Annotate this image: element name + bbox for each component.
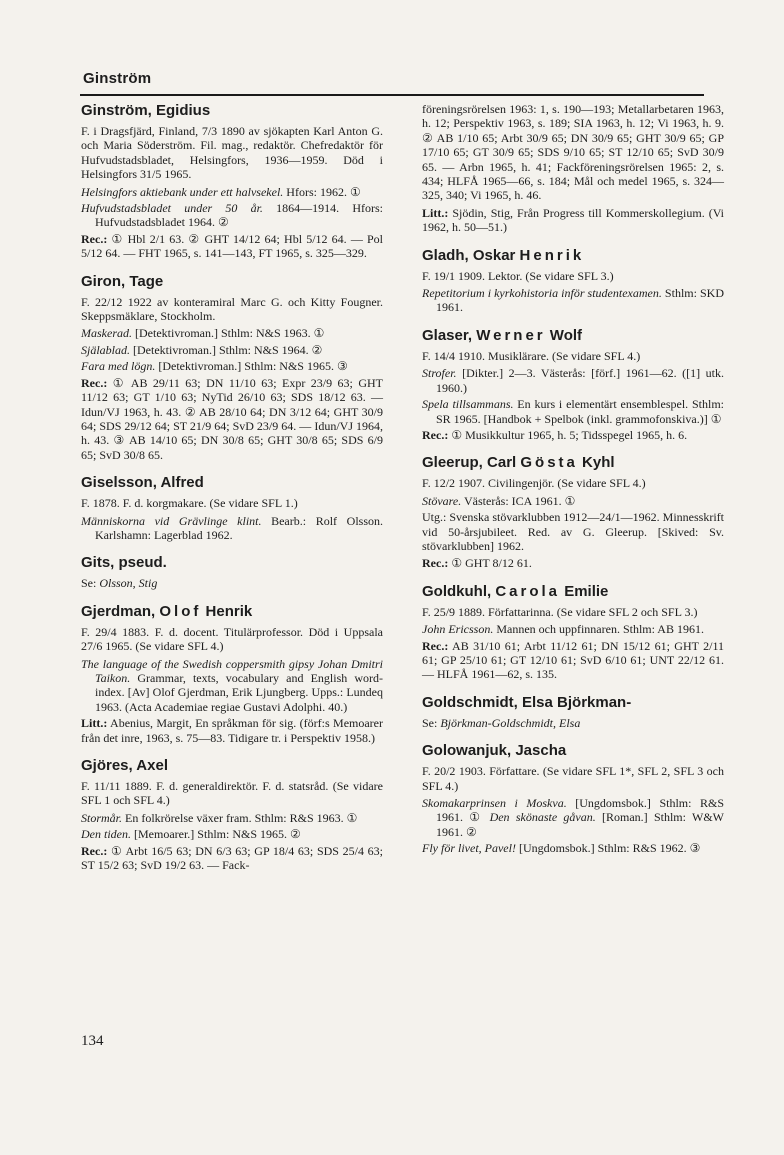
continued-reviews: föreningsrörelsen 1963: 1, s. 190—193; Metallarbetaren 1963, h. 12; Perspektiv 1963, s. 189; SIA 1963, h. 12; Vi 1963, h. 9. ② AB 1/10 65; Arbt 30/9 65; DN 30/9 65; GHT 30/9 65; GP 17/10 65; GT 30/9 65; SDS 9/10 65; ST 12/10 65; SvD 30/9 65. — Arbn 1965, h. 41; Fackföreningsrörelsen 1965: 2, s. 434; HLFÅ 1965—66, s. 184; Mål och medel 1965, s. 324—325, 340; Vi 1965, h. 46. — [422, 102, 724, 203]
work-item: The language of the Swedish coppersmith gipsy Johan Dmitri Taikon. Grammar, texts, vocabulary and English word-index. [Av] Olof Gjerdman, Erik Ljungberg. Upps.: Lundeq 1963. (Acta Academiae regiae Gustavi Adolphi. 40.) — [81, 656, 383, 714]
entry-glaser — [422, 327, 724, 442]
entry-reviews: Rec.: ① Arbt 16/5 63; DN 6/3 63; GP 18/4 63; SDS 25/4 63; ST 15/2 63; SvD 19/2 63. — Fack- — [81, 843, 384, 873]
entry-reviews: Rec.: ① Hbl 2/1 63. ② GHT 14/12 64; Hbl 5/12 64. — Pol 5/12 64. — FHT 1965, s. 141—143, FT 1965, s. 325—329. — [81, 231, 384, 261]
entry-goldschmidt — [422, 694, 724, 730]
entry-ginstrom — [81, 102, 383, 261]
entry-giselsson — [81, 474, 383, 542]
entry-heading: Giron, Tage — [81, 272, 164, 290]
entry-heading: Goldkuhl, Carola Emilie — [422, 582, 609, 600]
work-item: Skomakarprinsen i Moskva. [Ungdomsbok.] Sthlm: R&S 1961. ① Den skönaste gåvan. [Roman.] Sthlm: W&W 1961. ② — [422, 796, 725, 839]
work-item: Den tiden. [Memoarer.] Sthlm: N&S 1965. ② — [81, 827, 301, 842]
entry-goldkuhl — [422, 583, 724, 682]
entry-heading: Gjöres, Axel — [81, 757, 168, 774]
entry-reviews: Rec.: ① Musikkultur 1965, h. 5; Tidsspegel 1965, h. 6. — [422, 427, 688, 442]
entry-bio: F. i Dragsfjärd, Finland, 7/3 1890 av sjökapten Karl Anton G. och Maria Söderström. Fil. mag., redaktör. Chefredaktör för Hufvudstadsbladet, Helsingfors, 1936—1959. Död i Helsingfors 31/5 1965. — [81, 124, 383, 182]
work-item: Stormår. En folkrörelse växer fram. Sthlm: R&S 1963. ① — [81, 810, 358, 825]
page-number: 134 — [81, 1033, 104, 1049]
work-item: Spela tillsammans. En kurs i elementärt ensemblespel. Sthlm: SR 1965. [Handbok + Spelbok (inkl. grammofonskiva.)] ① — [422, 397, 724, 426]
entry-bio: F. 1878. F. d. korgmakare. (Se vidare SFL 1.) — [81, 496, 298, 511]
entry-heading: Gits, pseud. — [81, 554, 167, 572]
entry-gits — [81, 554, 383, 590]
running-head: Ginström — [83, 70, 152, 87]
entry-heading: Goldschmidt, Elsa Björkman- — [422, 693, 632, 711]
work-item: Fara med lögn. [Detektivroman.] Sthlm: N&S 1965. ③ — [81, 359, 348, 374]
entry-bio: F. 19/1 1909. Lektor. (Se vidare SFL 3.) — [422, 268, 614, 283]
work-item: Själablad. [Detektivroman.] Sthlm: N&S 1964. ② — [81, 342, 323, 357]
entry-literature: Litt.: Sjödin, Stig, Från Progress till Kommerskollegium. (Vi 1962, h. 50—51.) — [422, 205, 724, 235]
entry-literature: Litt.: Abenius, Margit, En språkman för sig. (förf:s Memoarer från det inre, 1963, s. 75—83. Tidigare tr. i Perspektiv 1958.) — [81, 716, 383, 745]
see-reference: Se: Björkman-Goldschmidt, Elsa — [422, 715, 581, 730]
entry-reviews: Rec.: AB 31/10 61; Arbt 11/12 61; DN 15/12 61; GHT 2/11 61; GP 25/10 61; GT 12/10 61; SvD 6/10 61; UNT 22/12 61. — HLFÅ 1961—62, s. 135. — [422, 638, 724, 682]
entry-bio: F. 12/2 1907. Civilingenjör. (Se vidare SFL 4.) — [422, 476, 646, 491]
entry-bio: F. 14/4 1910. Musiklärare. (Se vidare SFL 4.) — [422, 348, 641, 363]
entry-giron — [81, 273, 383, 462]
entry-gladh — [422, 247, 724, 315]
entry-reviews: Rec.: ① GHT 8/12 61. — [422, 556, 532, 571]
work-item: Helsingfors aktiebank under ett halvsekel. Hfors: 1962. ① — [81, 184, 361, 199]
entry-heading: Gladh, Oskar Henrik — [422, 246, 585, 264]
entry-gjores — [81, 757, 383, 872]
entry-gleerup — [422, 454, 724, 570]
entry-editorship: Utg.: Svenska stövarklubben 1912—24/1—1962. Minnesskrift vid 50-årsjubileet. Red. av G. Gleerup. [Skived: Sv. stövarklubben] 1962. — [422, 510, 724, 553]
entry-heading: Giselsson, Alfred — [81, 474, 204, 492]
entry-bio: F. 11/11 1889. F. d. generaldirektör. F. d. statsråd. (Se vidare SFL 1 och SFL 4.) — [81, 779, 383, 808]
entry-golowanjuk — [422, 742, 724, 855]
entry-heading: Glaser, Werner Wolf — [422, 326, 583, 344]
work-item: Stövare. Västerås: ICA 1961. ① — [422, 493, 576, 508]
see-reference: Se: Olsson, Stig — [81, 576, 158, 591]
entry-heading: Gjerdman, Olof Henrik — [81, 602, 253, 620]
entry-heading: Golowanjuk, Jascha — [422, 742, 567, 760]
work-item: Människorna vid Grävlinge klint. Bearb.: Rolf Olsson. Karlshamn: Lagerblad 1962. — [81, 513, 383, 542]
entry-bio: F. 20/2 1903. Författare. (Se vidare SFL 1*, SFL 2, SFL 3 och SFL 4.) — [422, 764, 724, 793]
entry-bio: F. 22/12 1922 av konteramiral Marc G. och Kitty Fougner. Skeppsmäklare, Stockholm. — [81, 294, 383, 324]
work-item: Maskerad. [Detektivroman.] Sthlm: N&S 1963. ① — [81, 326, 325, 341]
entry-bio: F. 25/9 1889. Författarinna. (Se vidare SFL 2 och SFL 3.) — [422, 604, 698, 619]
header-rule — [80, 94, 704, 96]
entry-gjerdman — [81, 603, 383, 745]
work-item: Repetitorium i kyrkohistoria inför studentexamen. Sthlm: SKD 1961. — [422, 286, 725, 315]
entry-bio: F. 29/4 1883. F. d. docent. Titulärprofessor. Död i Uppsala 27/6 1965. (Se vidare SFL 4.) — [81, 624, 383, 654]
entry-heading: Ginström, Egidius — [81, 102, 211, 119]
work-item: Fly för livet, Pavel! [Ungdomsbok.] Sthlm: R&S 1962. ③ — [422, 841, 701, 856]
work-item: Strofer. [Dikter.] 2—3. Västerås: [förf.] 1961—62. ([1] utk. 1960.) — [422, 366, 724, 395]
left-column — [81, 102, 383, 884]
work-item: John Ericsson. Mannen och uppfinnaren. Sthlm: AB 1961. — [422, 622, 704, 637]
entry-heading: Gleerup, Carl Gösta Kyhl — [422, 454, 615, 472]
right-column — [422, 102, 724, 868]
entry-reviews: Rec.: ① AB 29/11 63; DN 11/10 63; Expr 23/9 63; GHT 11/12 63; GT 1/10 63; NyTid 26/10 63; SDS 18/12 63. — Idun/VJ 1963, h. 43. ② AB 28/10 64; DN 3/12 64; GHT 30/9 64; SDS 29/12 64; ST 21/9 64; SvD 23/9 64. — Idun/VJ 1964, h. 43. ③ AB 14/10 65; DN 30/8 65; GHT 30/8 65; SDS 6/9 65; SvD 30/8 65. — [81, 375, 384, 462]
work-item: Hufvudstadsbladet under 50 år. 1864—1914. Hfors: Hufvudstadsbladet 1964. ② — [81, 201, 383, 230]
